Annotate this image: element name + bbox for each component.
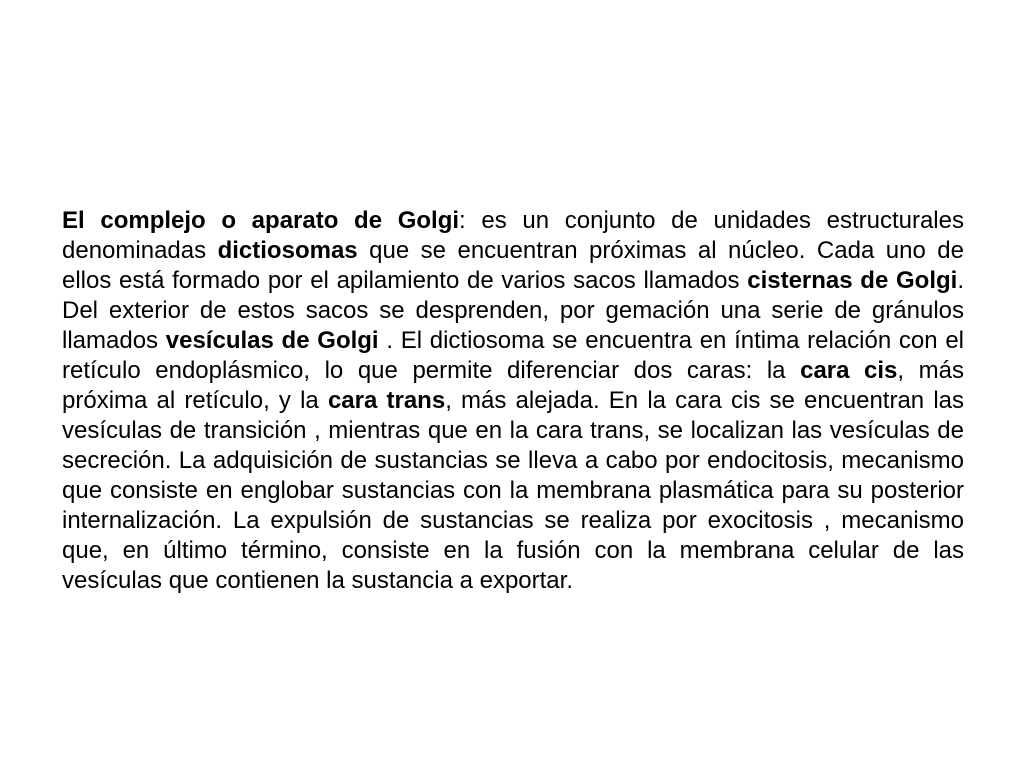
term-cara-cis: cara cis xyxy=(800,357,898,384)
text-segment: . El dictiosoma se encuentra en íntima relación con el retículo endoplásmico, lo que permite diferenciar dos caras: la xyxy=(62,327,965,384)
text-segment: . Del exterior de estos sacos se desprenden, por gemación una serie de gránulos llamados xyxy=(62,267,964,354)
text-segment: : es un conjunto de unidades estructurales denominadas xyxy=(62,207,964,264)
golgi-paragraph xyxy=(62,206,964,596)
term-golgi-complex: El complejo o aparato de Golgi xyxy=(62,207,460,234)
text-segment: , más alejada. En la cara cis se encuentran las vesículas de transición , mientras que en la cara trans, se localizan las vesículas de secreción. La adquisición de sustancias se lleva a cabo por endocitosis, mecanismo que consiste en englobar sustancias con la membrana plasmática para su posterior internalización. La expulsión de sustancias se realiza por exocitosis , mecanismo que, en último término, consiste en la fusión con la membrana celular de las vesículas que contienen la sustancia a exportar. xyxy=(62,387,964,594)
term-dictiosomas: dictiosomas xyxy=(217,237,358,264)
term-cisternas-de-golgi: cisternas de Golgi xyxy=(747,267,958,294)
term-cara-trans: cara trans xyxy=(327,387,446,414)
text-segment: , más próxima al retículo, y la xyxy=(62,357,964,414)
text-segment: que se encuentran próximas al núcleo. Cada uno de ellos está formado por el apilamiento de varios sacos llamados xyxy=(62,237,964,294)
term-vesiculas-de-golgi: vesículas de Golgi xyxy=(165,327,379,354)
